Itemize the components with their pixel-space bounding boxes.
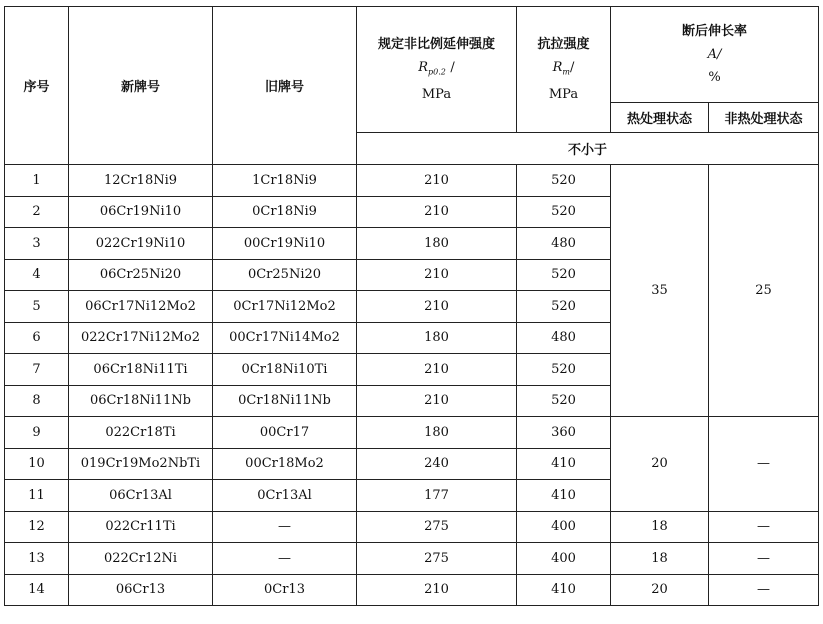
cell-yield: 210 [357, 196, 517, 228]
elongation-symbol: A/ [707, 47, 722, 62]
cell-tensile: 410 [517, 480, 611, 512]
cell-old-grade: 00Cr19Ni10 [213, 228, 357, 260]
cell-tensile: 400 [517, 543, 611, 575]
header-heat-treated: 热处理状态 [611, 103, 709, 133]
cell-no: 7 [5, 354, 69, 386]
yield-title: 规定非比例延伸强度 [377, 36, 495, 52]
tensile-slash: / [570, 59, 575, 75]
cell-old-grade: 00Cr17Ni14Mo2 [213, 322, 357, 354]
cell-tensile: 480 [517, 322, 611, 354]
cell-new-grade: 022Cr19Ni10 [69, 228, 213, 260]
cell-yield: 210 [357, 165, 517, 197]
cell-old-grade: 1Cr18Ni9 [213, 165, 357, 197]
cell-new-grade: 022Cr12Ni [69, 543, 213, 575]
cell-tensile: 520 [517, 165, 611, 197]
header-yield-strength [357, 7, 517, 133]
tensile-symbol: R [552, 59, 563, 75]
cell-no: 9 [5, 417, 69, 449]
cell-new-grade: 06Cr19Ni10 [69, 196, 213, 228]
cell-old-grade: 0Cr25Ni20 [213, 259, 357, 291]
cell-yield: 275 [357, 511, 517, 543]
header-not-less-than: 不小于 [357, 133, 819, 165]
header-elongation [611, 7, 819, 103]
cell-old-grade: 0Cr18Ni9 [213, 196, 357, 228]
cell-elongation-nonheat: — [709, 543, 819, 575]
cell-no: 1 [5, 165, 69, 197]
cell-yield: 180 [357, 322, 517, 354]
cell-no: 14 [5, 574, 69, 606]
cell-yield: 180 [357, 417, 517, 449]
cell-new-grade: 022Cr18Ti [69, 417, 213, 449]
cell-tensile: 410 [517, 448, 611, 480]
header-non-heat-treated: 非热处理状态 [709, 103, 819, 133]
cell-old-grade: 0Cr17Ni12Mo2 [213, 291, 357, 323]
cell-new-grade: 022Cr17Ni12Mo2 [69, 322, 213, 354]
header-old-grade: 旧牌号 [213, 7, 357, 165]
cell-tensile: 520 [517, 196, 611, 228]
cell-yield: 177 [357, 480, 517, 512]
cell-elongation-heat: 18 [611, 543, 709, 575]
cell-tensile: 520 [517, 259, 611, 291]
cell-yield: 210 [357, 574, 517, 606]
cell-yield: 210 [357, 291, 517, 323]
yield-subscript: p0.2 [428, 67, 446, 77]
cell-elongation-nonheat: — [709, 574, 819, 606]
cell-no: 6 [5, 322, 69, 354]
cell-elongation-heat-group2: 20 [611, 417, 709, 512]
cell-old-grade: 0Cr18Ni10Ti [213, 354, 357, 386]
cell-tensile: 410 [517, 574, 611, 606]
elongation-unit: % [708, 70, 721, 85]
yield-slash: / [450, 59, 455, 75]
cell-no: 4 [5, 259, 69, 291]
cell-yield: 180 [357, 228, 517, 260]
cell-tensile: 360 [517, 417, 611, 449]
cell-new-grade: 06Cr18Ni11Ti [69, 354, 213, 386]
table-row [5, 511, 819, 543]
header-new-grade: 新牌号 [69, 7, 213, 165]
tensile-title: 抗拉强度 [537, 36, 590, 52]
header-seq: 序号 [5, 7, 69, 165]
cell-yield: 275 [357, 543, 517, 575]
cell-elongation-nonheat-group1: 25 [709, 165, 819, 417]
cell-new-grade: 06Cr13Al [69, 480, 213, 512]
cell-elongation-nonheat-group2: — [709, 417, 819, 512]
cell-tensile: 520 [517, 385, 611, 417]
cell-new-grade: 06Cr17Ni12Mo2 [69, 291, 213, 323]
cell-old-grade: 0Cr13Al [213, 480, 357, 512]
cell-no: 8 [5, 385, 69, 417]
cell-old-grade: 0Cr18Ni11Nb [213, 385, 357, 417]
cell-no: 13 [5, 543, 69, 575]
cell-tensile: 400 [517, 511, 611, 543]
table-row [5, 165, 819, 197]
table-row [5, 574, 819, 606]
cell-elongation-heat-group1: 35 [611, 165, 709, 417]
cell-elongation-heat: 18 [611, 511, 709, 543]
cell-tensile: 480 [517, 228, 611, 260]
cell-yield: 210 [357, 385, 517, 417]
cell-tensile: 520 [517, 354, 611, 386]
cell-old-grade: — [213, 511, 357, 543]
cell-no: 12 [5, 511, 69, 543]
cell-yield: 240 [357, 448, 517, 480]
cell-no: 10 [5, 448, 69, 480]
cell-old-grade: — [213, 543, 357, 575]
cell-elongation-heat: 20 [611, 574, 709, 606]
cell-old-grade: 0Cr13 [213, 574, 357, 606]
table-row [5, 543, 819, 575]
cell-no: 5 [5, 291, 69, 323]
cell-new-grade: 12Cr18Ni9 [69, 165, 213, 197]
cell-elongation-nonheat: — [709, 511, 819, 543]
tensile-subscript: m [562, 67, 570, 77]
cell-yield: 210 [357, 354, 517, 386]
table-row [5, 417, 819, 449]
elongation-title: 断后伸长率 [682, 24, 748, 39]
cell-yield: 210 [357, 259, 517, 291]
cell-new-grade: 06Cr25Ni20 [69, 259, 213, 291]
cell-new-grade: 019Cr19Mo2NbTi [69, 448, 213, 480]
mechanical-properties-table [4, 6, 819, 606]
cell-no: 11 [5, 480, 69, 512]
cell-new-grade: 06Cr13 [69, 574, 213, 606]
cell-new-grade: 06Cr18Ni11Nb [69, 385, 213, 417]
yield-unit: MPa [421, 87, 452, 103]
yield-symbol: R [418, 59, 429, 75]
header-tensile-strength [517, 7, 611, 133]
cell-new-grade: 022Cr11Ti [69, 511, 213, 543]
cell-old-grade: 00Cr17 [213, 417, 357, 449]
tensile-unit: MPa [548, 87, 579, 103]
cell-old-grade: 00Cr18Mo2 [213, 448, 357, 480]
cell-no: 2 [5, 196, 69, 228]
cell-tensile: 520 [517, 291, 611, 323]
cell-no: 3 [5, 228, 69, 260]
